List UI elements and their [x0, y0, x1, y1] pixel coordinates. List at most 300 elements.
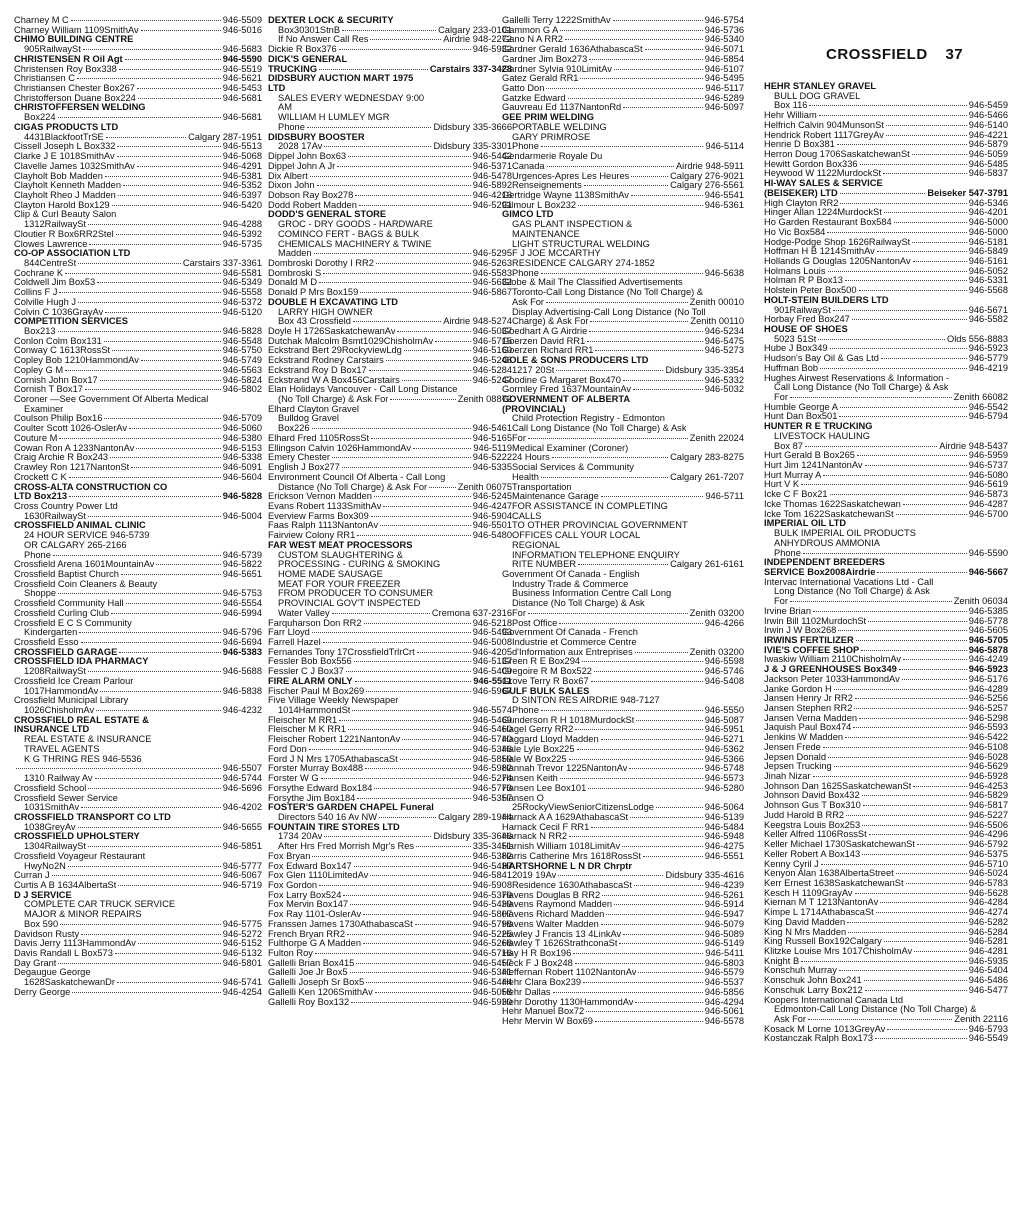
- listing-name: Hannah Trevor 1225NantonAv: [502, 764, 628, 774]
- listing-name: Hodge-Podge Shop 1626RailwaySt: [764, 237, 911, 247]
- listing-entry: [14, 687, 262, 697]
- dot-leader: [859, 290, 967, 291]
- dot-leader: [881, 358, 967, 359]
- listing-entry: [14, 317, 262, 327]
- dot-leader: [591, 827, 702, 828]
- dot-leader: [65, 370, 221, 371]
- listing-phone: 946-5994: [222, 608, 262, 618]
- listing-entry: [14, 939, 262, 949]
- dot-leader: [352, 710, 470, 711]
- listing-phone: 946-5879: [968, 140, 1008, 150]
- listing-name: Jaquish Paul Box474: [764, 723, 852, 733]
- listing-name: Crawley Ron 1217NantonSt: [14, 463, 130, 473]
- listing-name: Christensen Roy Box338: [14, 64, 117, 74]
- listing-phone: 946-4274: [968, 908, 1008, 918]
- dot-leader: [374, 496, 471, 497]
- dot-leader: [317, 185, 471, 186]
- listing-phone: 946-5935: [968, 956, 1008, 966]
- listing-phone: 946-5554: [222, 599, 262, 609]
- listing-phone: 946-5273: [704, 346, 744, 356]
- listing-phone: 946-5120: [222, 307, 262, 317]
- dot-leader: [546, 88, 703, 89]
- listing-name: Ford Don: [268, 744, 307, 754]
- listing-phone: 946-5710: [968, 859, 1008, 869]
- listing-name: FOSTER'S GARDEN CHAPEL Funeral: [268, 803, 434, 813]
- listing-entry: [502, 794, 744, 804]
- listing-name: Goodine G Margaret Box470: [502, 375, 621, 385]
- dot-leader: [69, 496, 221, 497]
- dot-leader: [899, 669, 967, 670]
- listing-entry: [14, 619, 262, 629]
- listing-name: Crossfield Coin Cleaners & Beauty: [14, 579, 158, 589]
- listing-name: Helfrich Calvin 904MunsonSt: [764, 120, 884, 130]
- listing-entry: [502, 123, 744, 133]
- listing-phone: 946-5153: [222, 443, 262, 453]
- listing-name: Gardner Gerald 1636AthabascaSt: [502, 45, 643, 55]
- listing-entry: [764, 403, 1008, 413]
- dot-leader: [840, 407, 967, 408]
- listing-name: Cornish T Box17: [14, 385, 83, 395]
- dot-leader: [623, 107, 702, 108]
- listing-entry: [268, 968, 512, 978]
- listing-phone: 946-4201: [968, 208, 1008, 218]
- listing-name: Health: [512, 472, 539, 482]
- listing-entry: [764, 267, 1008, 277]
- listing-entry: [268, 288, 512, 298]
- listing-phone: 946-5114: [705, 142, 744, 152]
- listing-entry: [502, 65, 744, 75]
- listing-entry: [764, 1034, 1008, 1044]
- listing-entry: [268, 696, 512, 706]
- listing-phone: 946-5593: [968, 723, 1008, 733]
- listing-entry: [268, 735, 512, 745]
- listing-entry: [14, 191, 262, 201]
- listing-phone: Zenith 66082: [953, 393, 1008, 402]
- listing-entry: [502, 152, 744, 162]
- listing-name: Franssen James 1730AthabascaSt: [268, 919, 413, 929]
- listing-name: Gardner Jim Box273: [502, 54, 588, 64]
- listing-name: Crossfield Community Hall: [14, 599, 124, 609]
- listing-name: Dickie R Box376: [268, 45, 337, 55]
- listing-name: 1217 20St: [512, 365, 555, 375]
- listing-entry: [14, 599, 262, 609]
- listing-entry: [502, 862, 744, 872]
- listing-phone: Calgary 287-1951: [188, 132, 262, 142]
- dot-leader: [569, 836, 703, 837]
- dot-leader: [845, 280, 967, 281]
- listing-name: MAINTENANCE: [512, 229, 580, 239]
- listing-phone: 946-5829: [968, 791, 1008, 801]
- listing-phone: 946-5460: [472, 725, 512, 735]
- dot-leader: [823, 475, 966, 476]
- dot-leader: [357, 798, 470, 799]
- listing-entry: [764, 617, 1008, 627]
- listing-entry: [502, 259, 744, 269]
- dot-leader: [886, 135, 967, 136]
- listing-entry: [14, 774, 262, 784]
- listing-name: Kosack M Lorne 1013GreyAv: [764, 1024, 886, 1034]
- listing-entry: [268, 842, 512, 852]
- listing-name: Jackson Peter 1033HammondAv: [764, 674, 900, 684]
- listing-name: Display Advertising-Call Long Distance (No Toll: [512, 307, 706, 317]
- dot-leader: [343, 895, 470, 896]
- listing-entry: [268, 210, 512, 220]
- listing-entry: [764, 587, 1008, 597]
- listing-entry: [764, 412, 1008, 422]
- listing-phone: 946-5080: [968, 470, 1008, 480]
- listing-phone: 946-5274: [472, 774, 512, 784]
- listing-name: 1310 Railway Av: [24, 774, 93, 784]
- listing-entry: [764, 947, 1008, 957]
- dot-leader: [371, 438, 471, 439]
- listing-entry: [502, 385, 744, 395]
- dot-leader: [886, 125, 967, 126]
- dot-leader: [118, 195, 221, 196]
- dot-leader: [96, 710, 221, 711]
- listing-entry: [502, 288, 744, 298]
- dot-leader: [72, 992, 220, 993]
- dot-leader: [821, 864, 967, 865]
- listing-name: Gatzke Edward: [502, 93, 566, 103]
- listing-entry: [268, 55, 512, 65]
- listing-name: Intervac International Vacations Ltd - Call: [764, 577, 934, 587]
- listing-phone: 946-5392: [222, 229, 262, 239]
- listing-entry: [502, 512, 744, 522]
- dot-leader: [845, 737, 967, 738]
- listing-name: Harnack N RR2: [502, 832, 568, 842]
- listing-name: LARRY HIGH OWNER: [278, 307, 373, 317]
- listing-name: Johnson Dan 1625SaskatchewanSt: [764, 781, 912, 791]
- listing-name: Box224: [24, 113, 56, 123]
- listing-name: SALES EVERY WEDNESDAY 9:00: [278, 93, 425, 103]
- dot-leader: [864, 980, 967, 981]
- listing-phone: 946-5506: [968, 820, 1008, 830]
- listing-name: Iwaskiw William 2110ChisholmAv: [764, 655, 902, 665]
- listing-entry: [502, 959, 744, 969]
- listing-entry: [268, 687, 512, 697]
- listing-entry: [14, 589, 262, 599]
- dot-leader: [827, 232, 966, 233]
- dot-leader: [613, 20, 703, 21]
- dot-leader: [560, 778, 703, 779]
- dot-leader: [119, 652, 220, 653]
- listing-phone: 946-5700: [968, 509, 1008, 519]
- listing-entry: [502, 337, 744, 347]
- listing-entry: [268, 657, 512, 667]
- listing-phone: 946-5838: [222, 686, 262, 696]
- listing-phone: 946-5469: [472, 715, 512, 725]
- listing-name: LTD Box213: [14, 492, 68, 502]
- listing-phone: Beiseker 547-3791: [927, 188, 1008, 198]
- listing-entry: [502, 1007, 744, 1017]
- dot-leader: [860, 164, 967, 165]
- listing-name: Couture M: [14, 433, 58, 443]
- listing-phone: 946-4284: [968, 898, 1008, 908]
- dot-leader: [801, 484, 967, 485]
- listing-name: Christofferson Duane Box224: [14, 93, 136, 103]
- listing-name: Eckstrand Rodney Carstairs: [268, 356, 384, 366]
- listing-phone: Zenith 00110: [690, 317, 744, 327]
- listing-name: Renseignements: [512, 181, 582, 191]
- listing-phone: 946-5408: [704, 676, 744, 686]
- listing-name: Derry George: [14, 987, 71, 997]
- dot-leader: [356, 963, 470, 964]
- dot-leader: [351, 1002, 471, 1003]
- dot-leader: [839, 416, 966, 417]
- dot-leader: [123, 185, 221, 186]
- dot-leader: [863, 805, 967, 806]
- listing-name: INDEPENDENT BREEDERS: [764, 558, 885, 568]
- listing-entry: [502, 803, 744, 813]
- listing-entry: [268, 444, 512, 454]
- dot-leader: [323, 642, 471, 643]
- dot-leader: [366, 982, 471, 983]
- listing-name: Donald M D: [268, 278, 318, 288]
- listing-phone: 946-5867: [472, 288, 512, 298]
- listing-entry: [14, 842, 262, 852]
- listing-name: Havens Raymond Madden: [502, 900, 613, 910]
- listing-name: Crossfield Sewer Service: [14, 793, 118, 803]
- listing-entry: [14, 35, 262, 45]
- listing-entry: [764, 860, 1008, 870]
- listing-name: HOME MADE SAUSAGE: [278, 569, 383, 579]
- listing-entry: [502, 502, 744, 512]
- listing-entry: [268, 35, 512, 45]
- listing-entry: [764, 519, 1008, 529]
- listing-name: 1630RailwaySt: [24, 511, 87, 521]
- dot-leader: [365, 768, 471, 769]
- dot-leader: [342, 30, 436, 31]
- listing-entry: [764, 257, 1008, 267]
- listing-entry: [502, 774, 744, 784]
- listing-entry: [14, 725, 262, 735]
- listing-name: RITE NUMBER: [512, 560, 577, 570]
- listing-name: GARY PRIMROSE: [512, 132, 591, 142]
- listing-name: CHEMICALS MACHINERY & TWINE: [278, 239, 432, 249]
- dot-leader: [868, 621, 967, 622]
- listing-phone: 946-5457: [472, 958, 512, 968]
- dot-leader: [89, 244, 220, 245]
- listing-entry: [502, 677, 744, 687]
- listing-phone: 946-5284: [472, 365, 512, 375]
- listing-phone: 946-5873: [968, 490, 1008, 500]
- listing-phone: 946-5000: [968, 218, 1008, 228]
- listing-name: Humble George A: [764, 402, 838, 412]
- listing-entry: [268, 725, 512, 735]
- dot-leader: [902, 679, 967, 680]
- listing-name: Huffman Bob: [764, 363, 819, 373]
- listing-name: Gatto Don: [502, 84, 545, 94]
- listing-phone: 946-5245: [472, 492, 512, 502]
- listing-name: Crossfield Esso: [14, 638, 79, 647]
- listing-entry: [268, 346, 512, 356]
- listing-phone: 946-5549: [968, 1034, 1008, 1044]
- listing-name: HOLT-STEIN BUILDERS LTD: [764, 295, 889, 305]
- listing-phone: 946-5341: [472, 968, 512, 978]
- dot-leader: [819, 115, 967, 116]
- listing-entry: [14, 483, 262, 493]
- listing-name: D SINTON RES AIRDRIE 948-7127: [512, 696, 660, 706]
- listing-name: Kesch H 1109GrayAv: [764, 888, 853, 898]
- listing-entry: [764, 490, 1008, 500]
- dot-leader: [546, 302, 688, 303]
- listing-name: 1628SaskatchewanDr: [24, 978, 115, 988]
- listing-name: Holmans Louis: [764, 266, 826, 276]
- listing-phone: 946-5107: [704, 64, 744, 74]
- listing-entry: [502, 628, 744, 638]
- listing-entry: [268, 580, 512, 590]
- listing-phone: Didsbury 335-3354: [665, 365, 744, 375]
- listing-phone: 946-5638: [704, 268, 744, 278]
- dot-leader: [552, 457, 668, 458]
- listing-name: High Clayton RR2: [764, 198, 839, 208]
- listing-name: Jepsen Trucking: [764, 762, 832, 772]
- dot-leader: [912, 242, 966, 243]
- listing-entry: [502, 346, 744, 356]
- listing-phone: 946-5032: [704, 385, 744, 395]
- dot-leader: [355, 681, 472, 682]
- listing-name: Environment Council Of Alberta - Call Long: [268, 472, 446, 482]
- listing-name: Kenyon Alan 1638AlbertaStreet: [764, 869, 894, 879]
- listing-entry: [14, 794, 262, 804]
- listing-entry: [764, 636, 1008, 646]
- listing-phone: 946-5837: [968, 169, 1008, 179]
- listing-entry: [14, 638, 262, 648]
- listing-phone: 946-5380: [222, 433, 262, 443]
- listing-entry: [764, 364, 1008, 374]
- listing-entry: [502, 725, 744, 735]
- listing-entry: [268, 424, 512, 434]
- listing-entry: [268, 755, 512, 765]
- dot-leader: [65, 273, 221, 274]
- listing-phone: 946-4221: [968, 130, 1008, 140]
- listing-name: Call Long Distance (No Toll Charge) & Ask: [512, 424, 687, 434]
- listing-name: Dixon John: [268, 181, 315, 191]
- listing-entry: [14, 570, 262, 580]
- listing-entry: [14, 764, 262, 774]
- listing-name: GOVERNMENT OF ALBERTA: [502, 395, 631, 405]
- listing-name: Fairview Colony RR1: [268, 531, 356, 541]
- listing-entry: [268, 298, 512, 308]
- listing-entry: [502, 269, 744, 279]
- dot-leader: [81, 807, 221, 808]
- listing-name: Fox Glen 1110LimitedAv: [268, 871, 369, 881]
- dot-leader: [569, 759, 703, 760]
- dot-leader: [865, 465, 967, 466]
- listing-phone: 946-5914: [704, 900, 744, 910]
- listing-entry: [764, 957, 1008, 967]
- dot-leader: [855, 893, 967, 894]
- listing-entry: [764, 199, 1008, 209]
- listing-entry: [14, 113, 262, 123]
- listing-phone: 946-5060: [222, 424, 262, 434]
- listing-name: Hale W Box225: [502, 754, 567, 764]
- listing-entry: [764, 480, 1008, 490]
- listing-phone: Zenith 22024: [689, 433, 744, 443]
- listing-name: Hube J Box349: [764, 344, 828, 354]
- listing-entry: [764, 782, 1008, 792]
- listing-entry: [14, 94, 262, 104]
- listing-name: Keller Alfred 1106RossSt: [764, 830, 867, 840]
- listing-phone: 946-5061: [704, 1007, 744, 1017]
- listing-entry: [764, 558, 1008, 568]
- listing-name: Examiner: [24, 404, 64, 414]
- listing-name: Dutchak Malcolm Bsmt1029ChisholmAv: [268, 336, 434, 346]
- dot-leader: [601, 496, 704, 497]
- listing-entry: [764, 1025, 1008, 1035]
- listing-name: If No Answer Call Res: [278, 35, 369, 45]
- listing-name: F J JOE MCCARTHY: [512, 249, 601, 259]
- listing-entry: [268, 259, 512, 269]
- listing-entry: [14, 910, 262, 920]
- dot-leader: [635, 652, 688, 653]
- listing-phone: 946-5551: [704, 851, 744, 861]
- dot-leader: [379, 817, 436, 818]
- listing-name: Hoffman H B 1214SmithAv: [764, 247, 875, 257]
- listing-phone: 946-5016: [222, 25, 262, 35]
- listing-column-3: [502, 16, 744, 1027]
- listing-name: Edmonton-Call Long Distance (No Toll Charge) &: [774, 1005, 977, 1015]
- listing-phone: Zenith 08872: [457, 395, 512, 405]
- dot-leader: [877, 251, 967, 252]
- listing-name: Hurt Gerald B Box265: [764, 451, 855, 461]
- dot-leader: [53, 555, 221, 556]
- listing-phone: 946-4232: [222, 706, 262, 716]
- listing-name: Gertridge Wayne 1138SmithAv: [502, 190, 629, 200]
- listing-phone: 946-5453: [222, 84, 262, 94]
- dot-leader: [112, 350, 221, 351]
- listing-phone: 946-5828: [222, 327, 262, 336]
- listing-name: Hughes Airwest Reservations & Information -: [764, 373, 949, 383]
- listing-name: GOLE & SONS PRODUCERS LTD: [502, 356, 649, 366]
- listing-name: Medical Examiner (Coroner): [512, 443, 629, 453]
- dot-leader: [370, 39, 441, 40]
- listing-entry: [764, 811, 1008, 821]
- dot-leader: [312, 856, 470, 857]
- listing-phone: 946-4287: [968, 499, 1008, 509]
- listing-entry: [14, 152, 262, 162]
- listing-name: Herron Doug 1706SaskatchewanSt: [764, 150, 910, 160]
- listing-phone: 946-4291: [222, 161, 262, 171]
- listing-entry: [268, 862, 512, 872]
- listing-phone: 946-5959: [968, 451, 1008, 461]
- listing-entry: [502, 473, 744, 483]
- listing-name: Hendrick Robert 1117GreyAv: [764, 130, 884, 140]
- dot-leader: [323, 273, 470, 274]
- listing-entry: [764, 451, 1008, 461]
- listing-name: Collins F J: [14, 288, 58, 298]
- listing-name: FOR ASSISTANCE IN COMPLETING: [512, 501, 668, 511]
- listing-entry: [764, 121, 1008, 131]
- listing-entry: [14, 949, 262, 959]
- listing-name: 2028 17Av: [278, 142, 323, 152]
- listing-entry: [764, 665, 1008, 675]
- listing-phone: 946-5372: [222, 297, 262, 307]
- listing-entry: [764, 111, 1008, 121]
- dot-leader: [869, 834, 967, 835]
- dot-leader: [324, 836, 431, 837]
- listing-phone: 946-5442: [472, 152, 512, 162]
- listing-name: Elan Holidays Vancouver - Call Long Distance: [268, 385, 458, 395]
- dot-leader: [602, 895, 703, 896]
- listing-entry: [268, 94, 512, 104]
- listing-entry: [14, 463, 262, 473]
- listing-phone: 946-5181: [968, 237, 1008, 247]
- listing-phone: 946-4289: [968, 684, 1008, 694]
- listing-phone: 946-5349: [222, 278, 262, 288]
- listing-name: Irwin Bill 1102MurdochSt: [764, 616, 867, 626]
- listing-name: Fleischer Robert 1221NantonAv: [268, 735, 401, 745]
